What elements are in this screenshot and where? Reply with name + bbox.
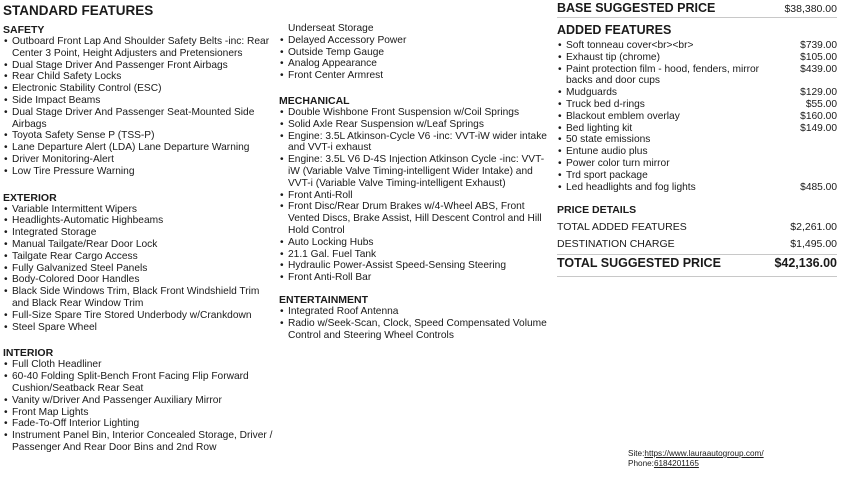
feature-item: • Outside Temp Gauge bbox=[279, 47, 547, 59]
added-feature-name: • Entune audio plus bbox=[566, 146, 648, 158]
divider-total bbox=[557, 254, 837, 255]
added-features-heading: ADDED FEATURES bbox=[557, 23, 672, 37]
added-feature-row bbox=[557, 111, 837, 123]
feature-item: • Vanity w/Driver And Passenger Auxiliary Mirror bbox=[3, 395, 275, 407]
feature-item: • Front Disc/Rear Drum Brakes w/4-Wheel ABS, Front Vented Discs, Brake Assist, Hill Descent Control and Hill Hold Control bbox=[279, 201, 547, 236]
feature-item: • Double Wishbone Front Suspension w/Coil Springs bbox=[279, 107, 547, 119]
added-feature-name: • Soft tonneau cover<br><br> bbox=[566, 40, 694, 51]
feature-item: • Black Side Windows Trim, Black Front Windshield Trim and Black Rear Window Trim bbox=[3, 286, 275, 310]
added-feature-row bbox=[557, 134, 837, 146]
added-feature-name: • Trd sport package bbox=[566, 169, 648, 181]
feature-item: • Front Center Armrest bbox=[279, 70, 547, 82]
added-feature-name: • Paint protection film - hood, fenders, mirror backs and door cups bbox=[566, 63, 760, 87]
added-feature-row bbox=[557, 40, 837, 52]
added-feature-name: • Led headlights and fog lights bbox=[566, 181, 696, 193]
destination-label: DESTINATION CHARGE bbox=[557, 238, 675, 251]
divider-base bbox=[557, 17, 837, 18]
phone-number[interactable]: 6184201165 bbox=[653, 459, 699, 468]
feature-item: • Driver Monitoring-Alert bbox=[3, 154, 275, 166]
added-feature-price: $129.00 bbox=[800, 87, 837, 99]
added-feature-name: • Truck bed d-rings bbox=[566, 98, 645, 110]
safety-list bbox=[3, 36, 275, 178]
feature-item: • Low Tire Pressure Warning bbox=[3, 166, 275, 178]
added-feature-price: $105.00 bbox=[800, 51, 837, 63]
added-feature-price: $439.00 bbox=[800, 63, 837, 75]
base-price-label: BASE SUGGESTED PRICE bbox=[557, 1, 716, 15]
feature-item: • Front Map Lights bbox=[3, 407, 275, 419]
feature-item: • Solid Axle Rear Suspension w/Leaf Springs bbox=[279, 119, 547, 131]
feature-item: • Variable Intermittent Wipers bbox=[3, 204, 275, 216]
feature-item: • Integrated Storage bbox=[3, 227, 275, 239]
safety-heading: SAFETY bbox=[3, 24, 45, 36]
feature-item: • Front Anti-Roll Bar bbox=[279, 272, 547, 284]
feature-item: • Auto Locking Hubs bbox=[279, 237, 547, 249]
added-feature-row bbox=[557, 182, 837, 194]
base-price-value: $38,380.00 bbox=[784, 3, 837, 15]
added-feature-name: • Power color turn mirror bbox=[566, 157, 670, 169]
divider-bottom bbox=[557, 276, 837, 277]
feature-item: • Side Impact Beams bbox=[3, 95, 275, 107]
interior-list bbox=[3, 359, 275, 453]
feature-item: • 21.1 Gal. Fuel Tank bbox=[279, 249, 547, 261]
feature-item: • Delayed Accessory Power bbox=[279, 35, 547, 47]
standard-features-column-1 bbox=[3, 0, 275, 454]
destination-row bbox=[557, 238, 837, 250]
feature-item: • Integrated Roof Antenna bbox=[279, 306, 547, 318]
feature-item: • Body-Colored Door Handles bbox=[3, 274, 275, 286]
dealer-footer bbox=[628, 449, 764, 469]
site-link[interactable]: https://www.lauraautogroup.com/ bbox=[644, 449, 764, 458]
base-price-row bbox=[557, 1, 837, 15]
site-label: Site: bbox=[628, 449, 645, 458]
added-feature-name: • 50 state emissions bbox=[566, 134, 651, 146]
entertainment-heading: ENTERTAINMENT bbox=[279, 293, 369, 306]
added-feature-row bbox=[557, 170, 837, 182]
feature-item: • Toyota Safety Sense P (TSS-P) bbox=[3, 130, 275, 142]
added-feature-row bbox=[557, 64, 837, 88]
feature-item: • Hydraulic Power-Assist Speed-Sensing Steering bbox=[279, 260, 547, 272]
added-feature-name: • Bed lighting kit bbox=[566, 122, 633, 134]
feature-item: • Engine: 3.5L Atkinson-Cycle V6 -inc: VVT-iW wider intake and VVT-i exhaust bbox=[279, 131, 547, 155]
standard-features-column-2 bbox=[279, 0, 547, 341]
feature-item: • Analog Appearance bbox=[279, 58, 547, 70]
added-feature-price: $485.00 bbox=[800, 181, 837, 193]
phone-line bbox=[628, 459, 764, 469]
added-feature-name: • Mudguards bbox=[566, 87, 617, 99]
added-feature-row bbox=[557, 99, 837, 111]
destination-value: $1,495.00 bbox=[790, 238, 837, 251]
feature-item: • Dual Stage Driver And Passenger Front Airbags bbox=[3, 60, 275, 72]
feature-item: • Rear Child Safety Locks bbox=[3, 71, 275, 83]
added-feature-name: • Blackout emblem overlay bbox=[566, 110, 680, 122]
feature-item: • Electronic Stability Control (ESC) bbox=[3, 83, 275, 95]
total-price-value: $42,136.00 bbox=[774, 256, 837, 271]
added-feature-price: $160.00 bbox=[800, 110, 837, 122]
exterior-heading: EXTERIOR bbox=[3, 191, 57, 204]
added-feature-name: • Exhaust tip (chrome) bbox=[566, 51, 660, 63]
total-added-value: $2,261.00 bbox=[790, 221, 837, 234]
feature-item: • Headlights-Automatic Highbeams bbox=[3, 215, 275, 227]
site-line bbox=[628, 449, 764, 459]
mechanical-heading: MECHANICAL bbox=[279, 94, 350, 107]
feature-item: • Full-Size Spare Tire Stored Underbody w/Crankdown bbox=[3, 310, 275, 322]
added-features-list bbox=[557, 40, 837, 193]
feature-item: • Fade-To-Off Interior Lighting bbox=[3, 418, 275, 430]
feature-item: • 60-40 Folding Split-Bench Front Facing Flip Forward Cushion/Seatback Rear Seat bbox=[3, 371, 275, 395]
page-title: STANDARD FEATURES bbox=[3, 3, 154, 18]
added-feature-row bbox=[557, 52, 837, 64]
feature-item: • Manual Tailgate/Rear Door Lock bbox=[3, 239, 275, 251]
total-added-row bbox=[557, 221, 837, 233]
interior-continued-item: Underseat Storage bbox=[288, 23, 374, 34]
total-price-label: TOTAL SUGGESTED PRICE bbox=[557, 256, 721, 271]
feature-item: • Steel Spare Wheel bbox=[3, 322, 275, 334]
feature-item: • Radio w/Seek-Scan, Clock, Speed Compensated Volume Control and Steering Wheel Controls bbox=[279, 318, 547, 342]
exterior-list bbox=[3, 204, 275, 334]
added-feature-row bbox=[557, 87, 837, 99]
total-added-label: TOTAL ADDED FEATURES bbox=[557, 221, 687, 234]
added-feature-row bbox=[557, 146, 837, 158]
added-feature-price: $149.00 bbox=[800, 122, 837, 134]
feature-item: • Outboard Front Lap And Shoulder Safety Belts -inc: Rear Center 3 Point, Height Adjusters and Pretensioners bbox=[3, 36, 275, 60]
feature-item: • Front Anti-Roll bbox=[279, 190, 547, 202]
entertainment-list bbox=[279, 306, 547, 341]
pricing-column bbox=[557, 0, 837, 270]
feature-item: • Dual Stage Driver And Passenger Seat-Mounted Side Airbags bbox=[3, 107, 275, 131]
added-feature-price: $55.00 bbox=[805, 98, 837, 110]
added-feature-row bbox=[557, 158, 837, 170]
feature-item: • Engine: 3.5L V6 D-4S Injection Atkinson Cycle -inc: VVT-iW (Variable Valve Timing-intelligent Wider Intake) and VVT-i (Variable Valve Timing-intelligent Exhaust) bbox=[279, 154, 547, 189]
added-feature-row bbox=[557, 123, 837, 135]
feature-item: • Instrument Panel Bin, Interior Concealed Storage, Driver / Passenger And Rear Door Bins and 2nd Row bbox=[3, 430, 275, 454]
added-feature-price: $739.00 bbox=[800, 40, 837, 51]
feature-item: • Tailgate Rear Cargo Access bbox=[3, 251, 275, 263]
feature-item: • Fully Galvanized Steel Panels bbox=[3, 263, 275, 275]
feature-item: • Lane Departure Alert (LDA) Lane Departure Warning bbox=[3, 142, 275, 154]
price-details-heading: PRICE DETAILS bbox=[557, 204, 637, 217]
total-price-row bbox=[557, 256, 837, 270]
interior-heading: INTERIOR bbox=[3, 347, 54, 360]
feature-item: • Full Cloth Headliner bbox=[3, 359, 275, 371]
phone-label: Phone: bbox=[628, 459, 654, 468]
mechanical-list bbox=[279, 107, 547, 284]
interior-list-continued bbox=[279, 35, 547, 82]
